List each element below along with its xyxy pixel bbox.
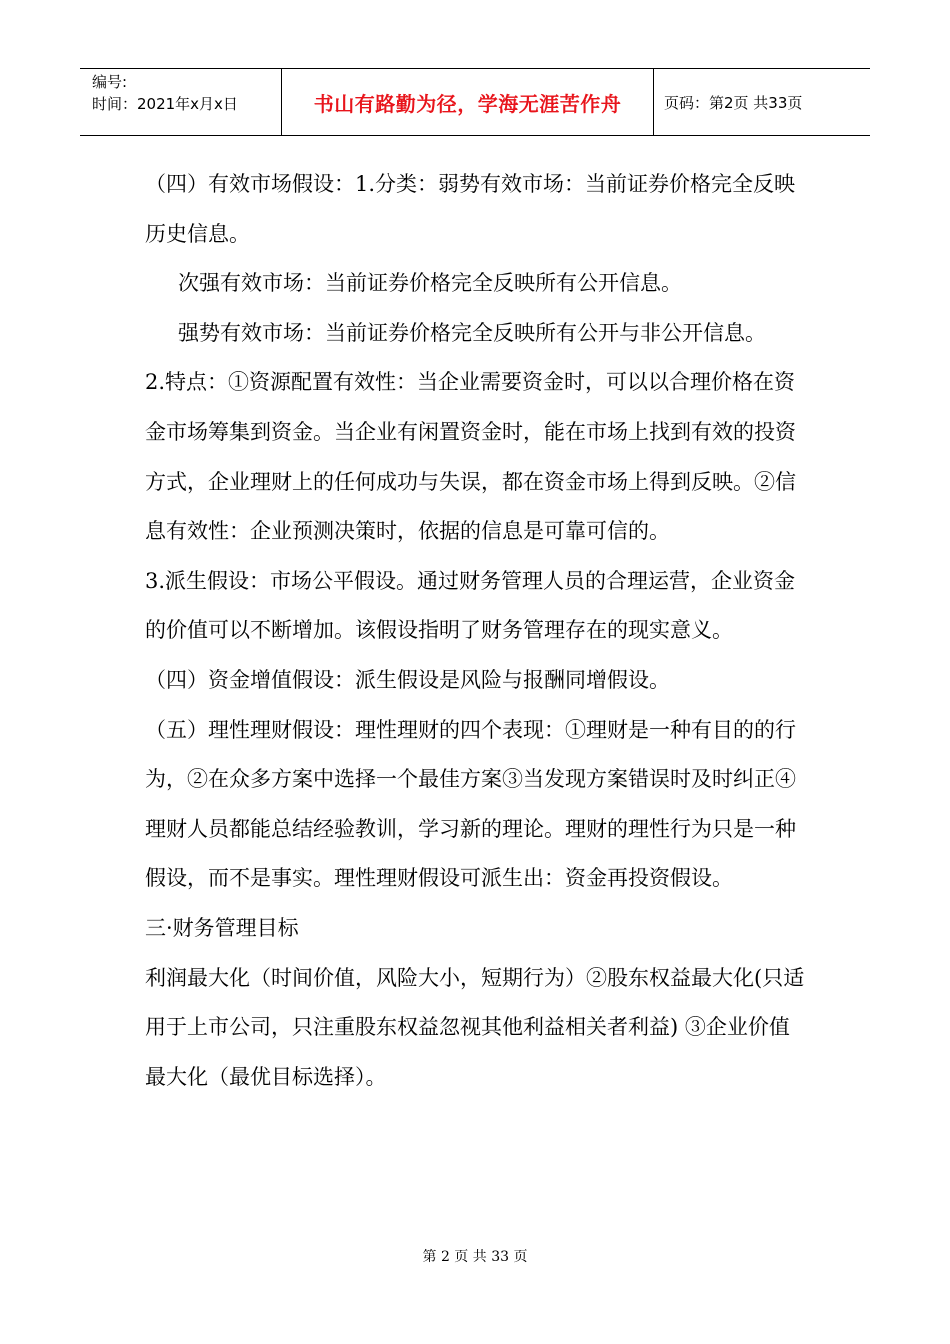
document-body [145,160,810,1102]
header-motto: 书山有路勤为径，学海无涯苦作舟 [282,69,654,135]
paragraph: （四）资金增值假设：派生假设是风险与报酬同增假设。 [145,667,670,692]
paragraph: 次强有效市场：当前证券价格完全反映所有公开信息。 [178,271,682,296]
paragraph: 强势有效市场：当前证券价格完全反映所有公开与非公开信息。 [178,320,766,345]
header-meta [80,69,282,135]
paragraph: 2.特点：①资源配置有效性：当企业需要资金时，可以以合理价格在资金市场筹集到资金。当企业有闲置资金时，能在市场上找到有效的投资方式，企业理财上的任何成功与失误，都在资金市场上得到反映。②信息有效性：企业预测决策时，依据的信息是可靠可信的。 [145,370,796,544]
header-page-info: 页码：第2页 共33页 [664,93,803,112]
page-footer: 第 2 页 共 33 页 [422,1249,528,1265]
paragraph: 3.派生假设：市场公平假设。通过财务管理人员的合理运营，企业资金的价值可以不断增加。该假设指明了财务管理存在的现实意义。 [145,568,796,643]
document-number-label: 编号: [92,73,128,91]
section-heading: 三·财务管理目标 [145,915,299,940]
paragraph: （四）有效市场假设：1.分类：弱势有效市场：当前证券价格完全反映历史信息。 [145,172,796,246]
page-header [80,68,870,136]
paragraph: 利润最大化（时间价值，风险大小，短期行为）②股东权益最大化(只适用于上市公司，只注重股东权益忽视其他利益相关者利益) ③企业价值最大化（最优目标选择）。 [145,965,805,1089]
document-date: 时间：2021年x月x日 [92,95,238,113]
paragraph: （五）理性理财假设：理性理财的四个表现：①理财是一种有目的的行为，②在众多方案中选择一个最佳方案③当发现方案错误时及时纠正④理财人员都能总结经验教训，学习新的理论。理财的理性行为只是一种假设，而不是事实。理性理财假设可派生出：资金再投资假设。 [145,717,796,891]
